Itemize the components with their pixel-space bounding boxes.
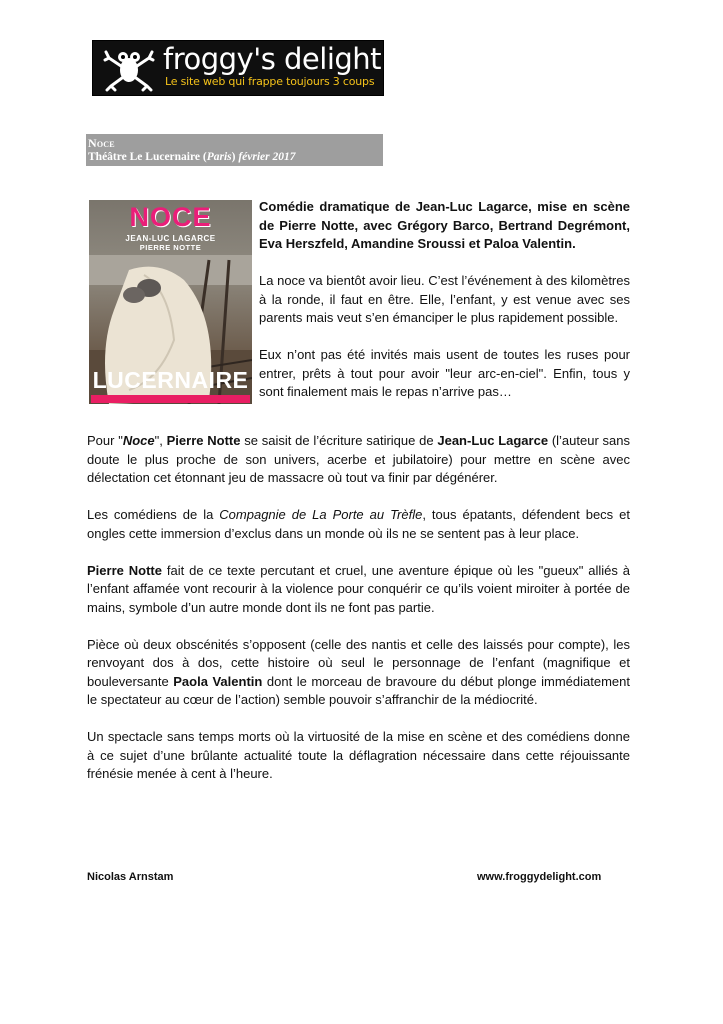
venue-sep: ) — [231, 151, 239, 163]
footer-author: Nicolas Arnstam — [87, 871, 174, 883]
poster-title: NOCE — [129, 202, 212, 232]
site-logo[interactable] — [92, 40, 384, 96]
article-title: Noce — [88, 136, 115, 150]
text-run: (l’auteur sans doute le plus proche de son univers, acerbe et jubilatoire) pour mettre en scène avec délectation cet étonnant jeu de massacre où tout va finir par dégénérer. — [87, 433, 631, 485]
author-name: Jean-Luc Lagarce — [437, 433, 549, 448]
text-run: dont le morceau de bravoure du début plonge immédiatement le spectateur au cœur de l’action) semble pouvoir s’affranchir de la médiocrité. — [87, 673, 630, 707]
logo-tagline: Le site web qui frappe toujours 3 coups — [165, 75, 375, 88]
review-paragraph-3 — [87, 562, 630, 618]
venue-name: Théâtre Le Lucernaire ( — [88, 151, 207, 163]
show-poster — [89, 200, 252, 404]
review-paragraph-2 — [87, 506, 630, 543]
intro-column — [259, 198, 630, 420]
logo-brand: froggy's delight — [163, 42, 382, 76]
frog-icon — [103, 44, 155, 92]
venue-date: février 2017 — [238, 151, 296, 163]
venue-city: Paris — [206, 151, 232, 163]
review-body — [87, 432, 630, 802]
director-name: Pierre Notte — [87, 562, 162, 578]
review-paragraph-1 — [87, 432, 630, 488]
review-paragraph-4 — [87, 636, 630, 710]
actress-name: Paola Valentin — [173, 673, 263, 689]
text-run: se saisit de l’écriture satirique de — [240, 433, 438, 448]
intro-paragraph-1: La noce va bientôt avoir lieu. C’est l’événement à des kilomètres à la ronde, il faut en être. Elle, l’enfant, y est venue avec ses parents mais veut s’en émanciper le plus rapidement possible. — [259, 273, 630, 325]
review-paragraph-5: Un spectacle sans temps morts où la virtuosité de la mise en scène et des comédiens donne à ce sujet d’une brûlante actualité toute la déflagration nécessaire dans cette réjouissante frénésie menée à cent à l’heure. — [87, 729, 630, 781]
poster-venue: LUCERNAIRE — [92, 367, 249, 393]
director-name: Pierre Notte — [166, 433, 241, 448]
article-header — [86, 134, 383, 166]
footer-site-link[interactable]: www.froggydelight.com — [477, 871, 602, 883]
article-venue — [88, 151, 296, 163]
intro-paragraph-2: Eux n’ont pas été invités mais usent de toutes les ruses pour entrer, prêts à tout pour avoir "leur arc-en-ciel". Enfin, tous y sont finalement mais le repas n’arrive pas… — [259, 347, 630, 399]
credits-paragraph: Comédie dramatique de Jean-Luc Lagarce, mise en scène de Pierre Notte, avec Grégory Barco, Bertrand Degrémont, Eva Herszfeld, Amandine Sroussi et Paloa Valentin. — [259, 199, 630, 251]
text-run: , tous épatants, défendent becs et ongles cette immersion d’exclus dans un monde où ils ne se sentent pas à leur place. — [87, 507, 630, 541]
company-name: Compagnie de La Porte au Trèfle — [219, 507, 423, 522]
poster-director: PIERRE NOTTE — [139, 243, 202, 252]
poster-author: JEAN-LUC LAGARCE — [125, 234, 216, 243]
text-run: Les comédiens de la — [87, 507, 220, 522]
text-run: Pièce où deux obscénités s’opposent (celle des nantis et celle des laissés pour compte), les renvoyant dos à dos, cette histoire où seul le personnage de l’enfant (magnifique et bouleversante — [87, 636, 630, 689]
show-title-ref: Noce — [122, 433, 155, 448]
text-run: fait de ce texte percutant et cruel, une aventure épique où les "gueux" alliés à l’enfant affamée vont recourir à la violence pour conquérir ce qu’ils voient miroiter à portée de mains, symbole d’un autre monde dont ils ne font pas partie. — [87, 562, 630, 615]
text-run: Pour " — [87, 433, 123, 448]
poster-dates-band — [91, 395, 250, 403]
text-run: ", — [154, 433, 167, 448]
